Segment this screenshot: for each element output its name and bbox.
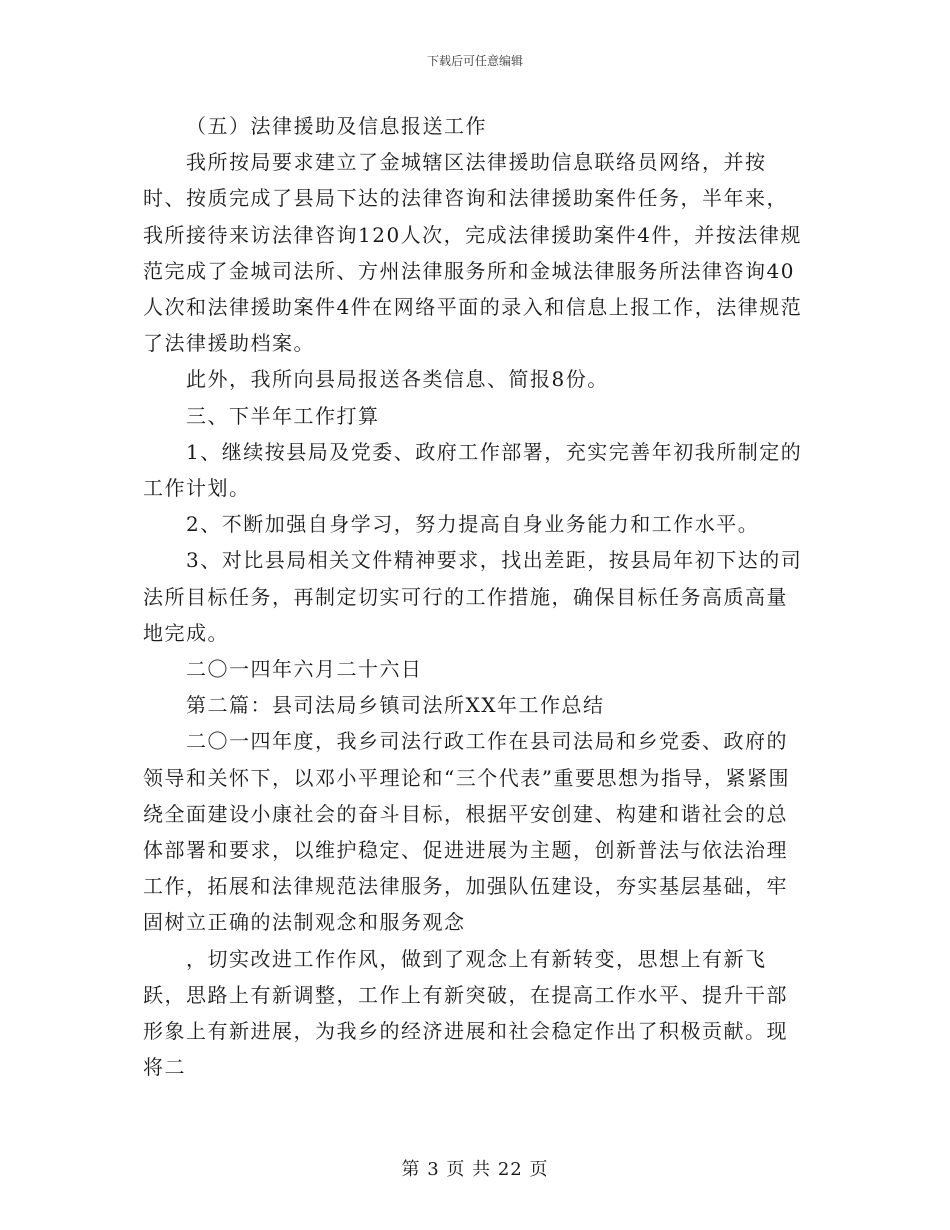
- paragraph-legal-aid-network: 我所按局要求建立了金城辖区法律援助信息联络员网络，并按时、按质完成了县局下达的法律咨询和法律援助案件任务，半年来，我所接待来访法律咨询120人次，完成法律援助案件4件，并按法律规范完成了金城司法所、方州法律服务所和金城法律服务所法律咨询40人次和法律援助案件4件在网络平面的录入和信息上报工作，法律规范了法律援助档案。: [143, 150, 803, 356]
- section-heading-second-half-plan: 三、下半年工作打算: [186, 403, 380, 428]
- document-body: [143, 108, 803, 1085]
- plan-item-3: 3、对比县局相关文件精神要求，找出差距，按县局年初下达的司法所目标任务，再制定切实可行的工作措施，确保目标任务高质高量地完成。: [143, 548, 803, 645]
- plan-item-2: 2、不断加强自身学习，努力提高自身业务能力和工作水平。: [186, 512, 760, 537]
- plan-item-1: 1、继续按县局及党委、政府工作部署，充实完善年初我所制定的工作计划。: [143, 439, 803, 501]
- chapter-title-second: 第二篇：县司法局乡镇司法所XX年工作总结: [186, 693, 605, 718]
- page-header: 下载后可任意编辑: [426, 54, 523, 68]
- section-heading-legal-aid: （五）法律援助及信息报送工作: [186, 114, 487, 138]
- paragraph-annual-summary-continued: ，切实改进工作作风，做到了观念上有新转变，思想上有新飞跃，思路上有新调整，工作上有新突破，在提高工作水平、提升干部形象上有新进展，为我乡的经济进展和社会稳定作出了积极贡献。现将二: [143, 946, 788, 1080]
- document-date: 二〇一四年六月二十六日: [186, 657, 423, 682]
- paragraph-info-reports: 此外，我所向县局报送各类信息、简报8份。: [186, 367, 609, 392]
- paragraph-annual-summary-intro: 二〇一四年度，我乡司法行政工作在县司法局和乡党委、政府的领导和关怀下，以邓小平理论和“三个代表”重要思想为指导，紧紧围绕全面建设小康社会的奋斗目标，根据平安创建、构建和谐社会的总体部署和要求，以维护稳定、促进进展为主题，创新普法与依法治理工作，拓展和法律规范法律服务，加强队伍建设，夯实基层基础，牢固树立正确的法制观念和服务观念: [143, 729, 790, 935]
- page-number-footer: 第 3 页 共 22 页: [401, 1159, 549, 1180]
